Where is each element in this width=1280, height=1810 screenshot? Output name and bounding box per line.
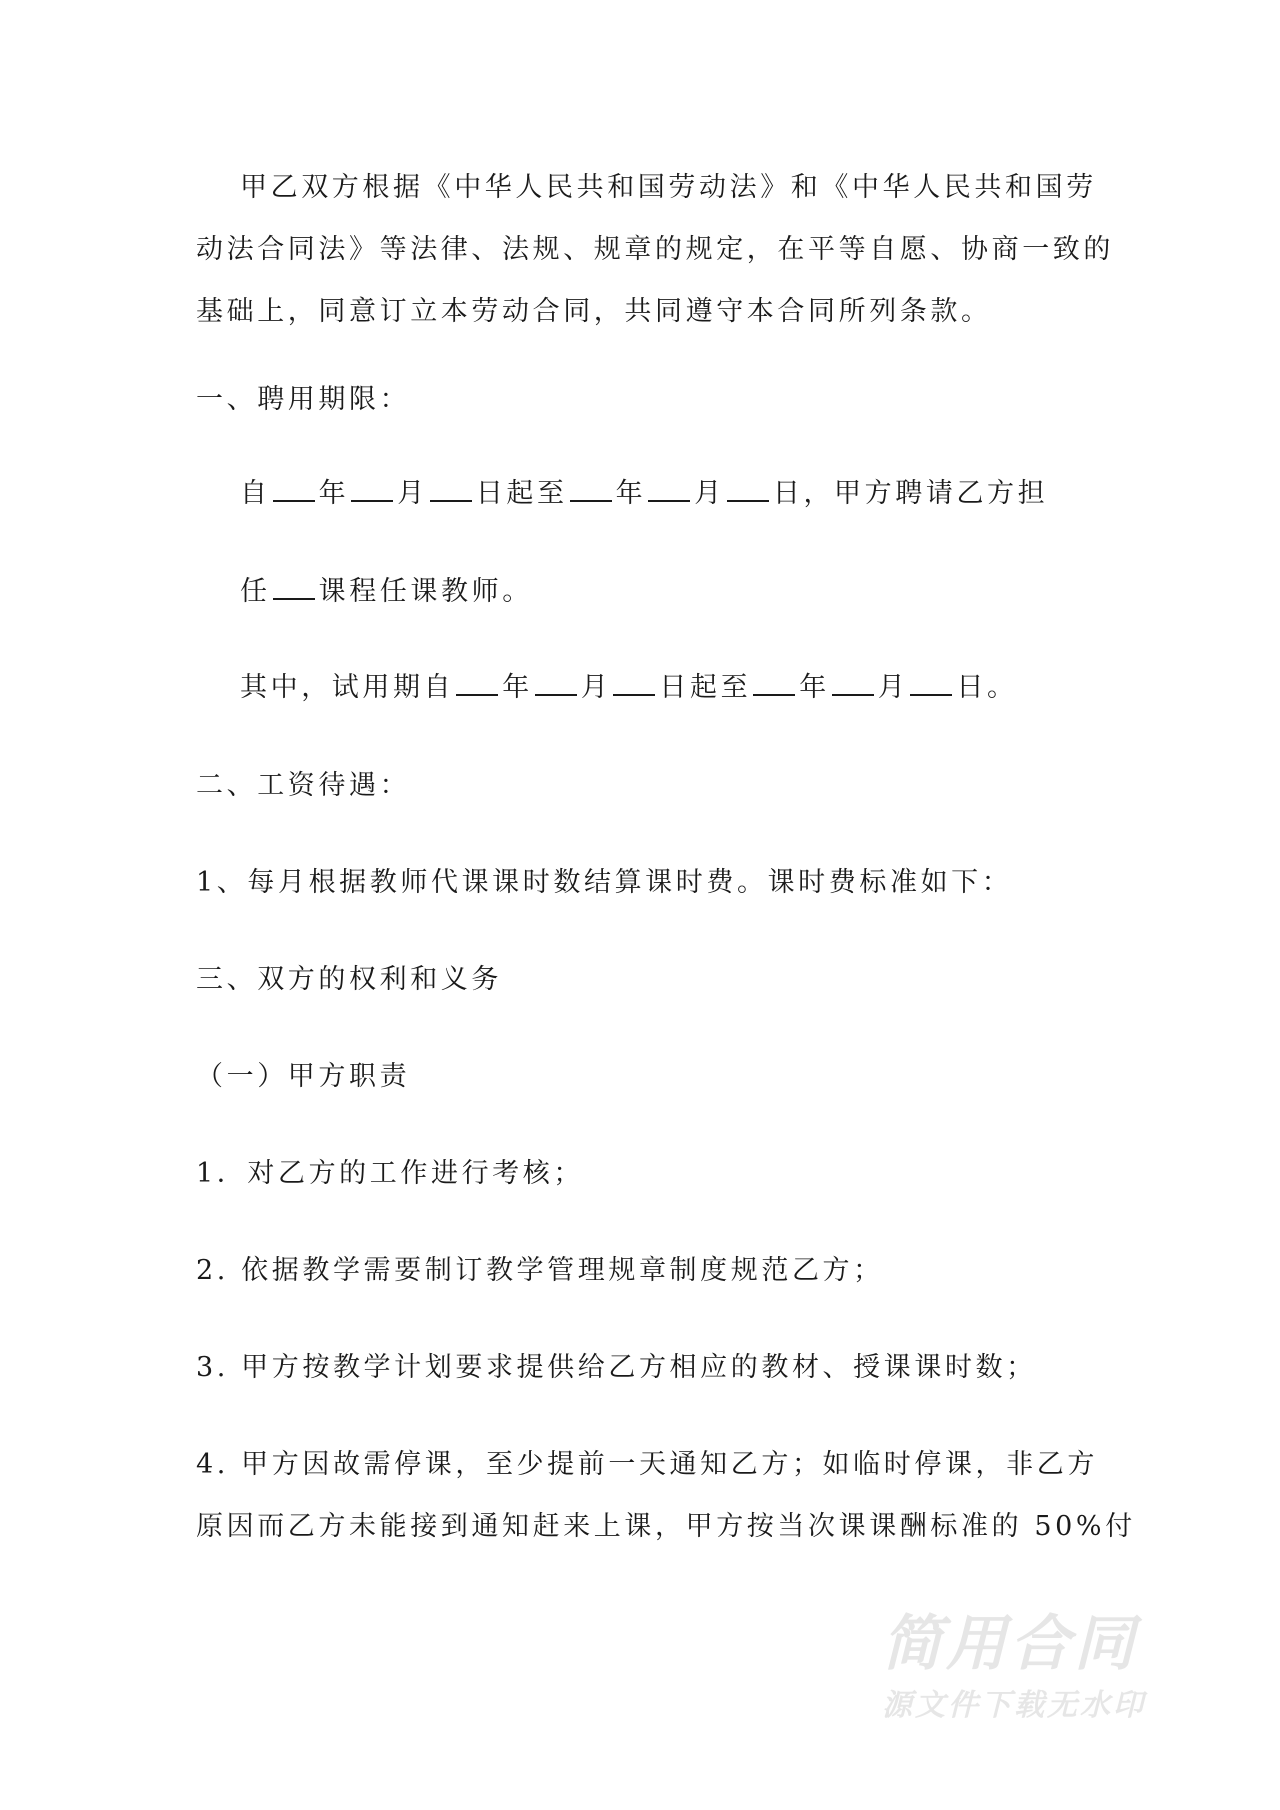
party-a-duties-heading: （一）甲方职责 bbox=[196, 1061, 411, 1092]
course-text: 任 bbox=[240, 576, 271, 607]
probation-text: 日。 bbox=[956, 672, 1018, 703]
term-text: 日起至 bbox=[475, 478, 568, 509]
probation-text: 年 bbox=[502, 672, 533, 703]
term-text: 月 bbox=[694, 478, 725, 509]
term-text: 年 bbox=[318, 478, 350, 509]
intro-line-3: 基础上，同意订立本劳动合同，共同遵守本合同所列条款。 bbox=[196, 296, 992, 327]
probation-text: 月 bbox=[580, 672, 612, 703]
employment-term-line bbox=[240, 476, 1048, 510]
start-month-blank[interactable] bbox=[351, 476, 393, 502]
probation-start-month-blank[interactable] bbox=[535, 670, 577, 696]
probation-end-month-blank[interactable] bbox=[832, 670, 874, 696]
probation-start-year-blank[interactable] bbox=[456, 670, 498, 696]
duty-item-2: 2. 依据教学需要制订教学管理规章制度规范乙方； bbox=[196, 1255, 884, 1286]
end-day-blank[interactable] bbox=[727, 476, 769, 502]
start-day-blank[interactable] bbox=[430, 476, 472, 502]
duty-item-3: 3. 甲方按教学计划要求提供给乙方相应的教材、授课课时数； bbox=[196, 1352, 1037, 1383]
probation-text: 日起至 bbox=[659, 672, 752, 703]
course-name-blank[interactable] bbox=[273, 574, 315, 600]
probation-text: 年 bbox=[799, 672, 830, 703]
start-year-blank[interactable] bbox=[273, 476, 315, 502]
intro-line-1: 甲乙双方根据《中华人民共和国劳动法》和《中华人民共和国劳 bbox=[240, 172, 1097, 203]
probation-line bbox=[240, 670, 1018, 704]
end-month-blank[interactable] bbox=[648, 476, 690, 502]
probation-start-day-blank[interactable] bbox=[613, 670, 655, 696]
term-text: 月 bbox=[397, 478, 428, 509]
section-3-heading: 三、双方的权利和义务 bbox=[196, 964, 502, 995]
probation-end-day-blank[interactable] bbox=[910, 670, 952, 696]
term-text: 日，甲方聘请乙方担 bbox=[772, 478, 1049, 509]
course-line bbox=[240, 574, 533, 608]
probation-text: 月 bbox=[877, 672, 909, 703]
salary-item-1: 1、每月根据教师代课课时数结算课时费。课时费标准如下： bbox=[196, 867, 1013, 898]
duty-item-1: 1．对乙方的工作进行考核； bbox=[196, 1158, 584, 1189]
probation-text: 其中，试用期自 bbox=[240, 672, 455, 703]
duty-item-4-cont: 原因而乙方未能接到通知赶来上课，甲方按当次课课酬标准的 50%付 bbox=[196, 1511, 1136, 1542]
intro-line-2: 动法合同法》等法律、法规、规章的规定，在平等自愿、协商一致的 bbox=[196, 234, 1114, 265]
watermark-logo: 简用合同 bbox=[882, 1609, 1138, 1679]
term-text: 自 bbox=[240, 478, 271, 509]
watermark-tagline: 源文件下载无水印 bbox=[882, 1688, 1146, 1723]
course-text: 课程任课教师。 bbox=[318, 576, 533, 607]
section-1-heading: 一、聘用期限： bbox=[196, 384, 411, 415]
probation-end-year-blank[interactable] bbox=[753, 670, 795, 696]
duty-item-4: 4. 甲方因故需停课，至少提前一天通知乙方；如临时停课，非乙方 bbox=[196, 1449, 1098, 1480]
end-year-blank[interactable] bbox=[570, 476, 612, 502]
term-text: 年 bbox=[615, 478, 647, 509]
section-2-heading: 二、工资待遇： bbox=[196, 770, 411, 801]
